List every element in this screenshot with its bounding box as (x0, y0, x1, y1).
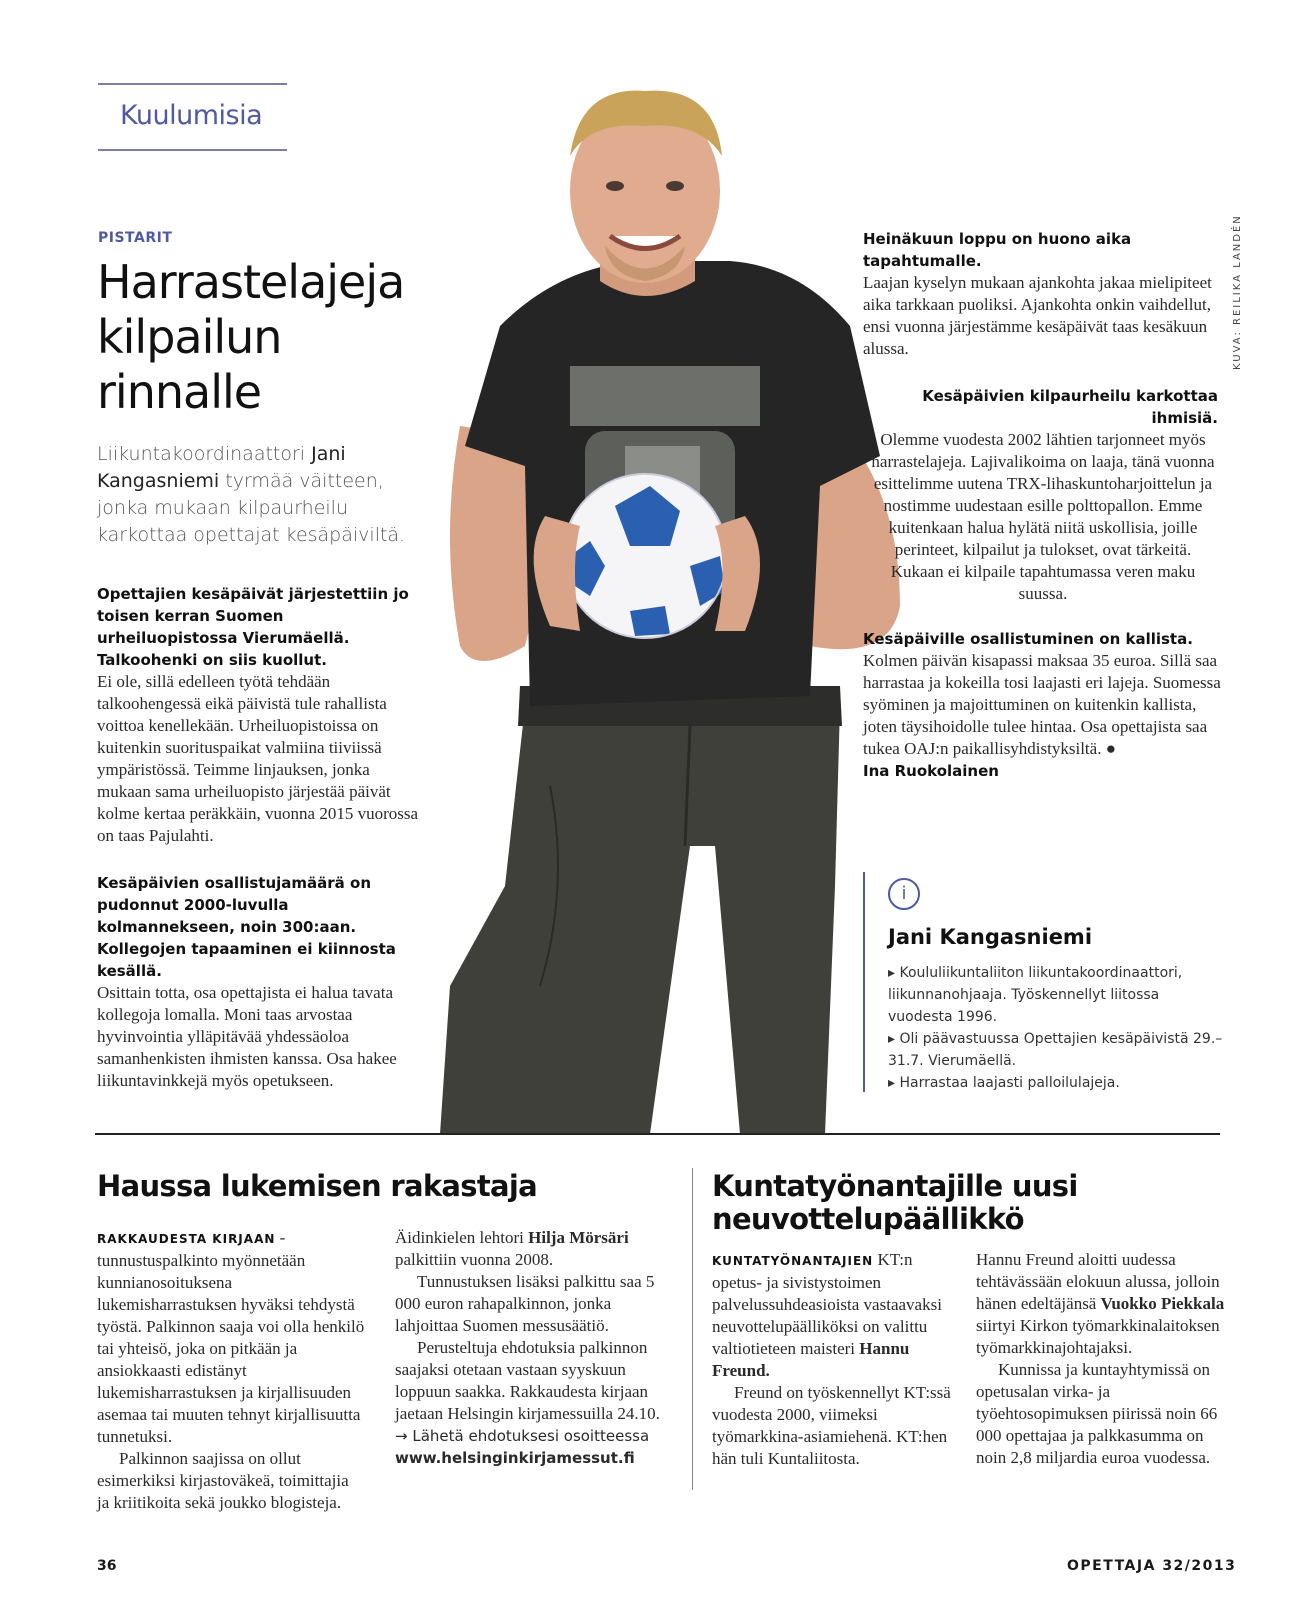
brief-link[interactable]: www.helsinginkirjamessut.fi (395, 1449, 635, 1467)
info-box-item: ▸ Koululiikuntaliiton liikuntakoordinaattori, liikunnanohjaaja. Työskennellyt liitossa vuodesta 1996. (888, 965, 1183, 1025)
brief-column (976, 1249, 1226, 1469)
end-mark: ● (1105, 739, 1116, 758)
section-divider (95, 1133, 1220, 1135)
question: Opettajien kesäpäivät järjestettiin jo toisen kerran Suomen urheiluopistossa Vierumäellä. Talkoohenki on siis kuollut. (97, 585, 409, 669)
brief-paragraph: Palkinnon saajissa on ollut esimerkiksi kirjastoväkeä, toimittajia ja kriitikoita sekä joukko blogisteja. (97, 1449, 349, 1512)
qa-item (868, 385, 1218, 605)
article-headline (97, 255, 457, 420)
brief-text: palkittiin vuonna 2008. (395, 1250, 554, 1269)
article-author: Ina Ruokolainen (863, 762, 999, 780)
magazine-issue: OPETTAJA 32/2013 (1067, 1558, 1237, 1574)
qa-item (863, 628, 1223, 782)
photo-credit: KUVA: REILIKA LANDÉN (1232, 214, 1243, 370)
info-box-item: ▸ Oli päävastuussa Opettajien kesäpäivistä 29.–31.7. Vierumäellä. (888, 1031, 1223, 1069)
brief-name: Vuokko Piekkala (1100, 1294, 1225, 1313)
qa-item (863, 228, 1223, 360)
brief-text: -tunnustuspalkinto myönnetään kunnianosoituksena lukemisharrastuksen hyväksi tehdystä työstä. Palkinnon saaja voi olla henkilö tai yhteisö, joka on pitkään ja ansiokkaasti edistänyt lukemisharrastuksen ja kirjallisuuden asemaa tai muuten tehnyt kirjallisuutta tunnetuksi. (97, 1228, 365, 1446)
brief-column (97, 1227, 365, 1514)
headline-line: Harrastelajeja (97, 255, 405, 309)
info-box-list (888, 962, 1228, 1094)
brief-kicker: KUNTATYÖNANTAJIEN (712, 1254, 874, 1268)
brief-text: KT:n opetus- ja sivistystoimen palvelussuhdeasioista vastaavaksi neuvottelupäälliköksi on valittu valtiotieteen maisteri (712, 1250, 942, 1358)
lead-name: Jani Kangasniemi (97, 443, 346, 492)
question: Kesäpäivien osallistujamäärä on pudonnut 2000-luvulla kolmannekseen, noin 300:aan. Kollegojen tapaaminen ei kiinnosta kesällä. (97, 874, 396, 980)
article-lead (97, 441, 427, 549)
lead-text: Liikuntakoordinaattori (97, 443, 312, 465)
answer: Olemme vuodesta 2002 lähtien tarjonneet myös harrastelajeja. Lajivalikoima on laaja, tänä vuonna esittelimme uutena TRX-lihaskuntoharjoittelun ja nostimme uudestaan esille polttopallon. Emme kuitenkaan halua hylätä niitä uskollisia, joille perinteet, kilpailut ja tulokset, ovat tärkeitä. Kukaan ei kilpaile tapahtumassa veren maku suussa. (871, 430, 1215, 603)
answer: Osittain totta, osa opettajista ei halua tavata kollegoja lomalla. Moni taas arvostaa hyvinvointia ylläpitävää yhdessäoloa samanhenkisten ihmisten kanssa. Osa hakee liikuntavinkkejä myös opetukseen. (97, 983, 397, 1090)
brief-cta: → Lähetä ehdotuksesi osoitteessa (395, 1427, 650, 1445)
brief-name: Hannu Freund. (712, 1339, 910, 1380)
info-box-item: ▸ Harrastaa laajasti palloilulajeja. (888, 1075, 1120, 1091)
brief-paragraph (395, 1227, 667, 1271)
brief-paragraph (976, 1249, 1226, 1359)
info-box-name: Jani Kangasniemi (888, 925, 1093, 949)
question: Kesäpäiville osallistuminen on kallista. (863, 630, 1193, 648)
brief-paragraph: Perusteltuja ehdotuksia palkinnon saajaksi otetaan vastaan syyskuun loppuun saakka. Rakkaudesta kirjaan jaetaan Helsingin kirjamessuilla 24.10. (395, 1338, 660, 1423)
section-rule-top (98, 83, 287, 85)
answer: Laajan kyselyn mukaan ajankohta jakaa mielipiteet aika tarkkaan puoliksi. Ajankohta onkin vaihdellut, ensi vuonna järjestämme kesäpäivät taas kesäkuun alussa. (863, 273, 1212, 358)
brief-column (712, 1249, 955, 1470)
brief-paragraph: Tunnustuksen lisäksi palkittu saa 5 000 euron rahapalkinnon, jonka lahjoittaa Suomen messusäätiö. (395, 1272, 655, 1335)
question: Heinäkuun loppu on huono aika tapahtumalle. (863, 230, 1132, 270)
brief-name: Hilja Mörsäri (528, 1228, 629, 1247)
lead-text: tyrmää väitteen, jonka mukaan kilpaurheilu karkottaa opettajat kesäpäiviltä. (97, 470, 406, 546)
qa-item (97, 872, 412, 1092)
brief-paragraph (712, 1249, 955, 1382)
headline-line: rinnalle (97, 365, 262, 419)
portrait-photo (430, 86, 930, 1134)
brief-paragraph: Kunnissa ja kuntayhtymissä on opetusalan virka- ja työehtosopimuksen piirissä noin 66 000 opettajaa ja palkkasumma on noin 2,8 miljardia euroa vuodessa. (976, 1360, 1218, 1467)
brief-paragraph: Freund on työskennellyt KT:ssä vuodesta 2000, viimeksi työmarkkina-asiamiehenä. KT:hen hän tuli Kuntaliitosta. (712, 1383, 951, 1468)
brief-title: Kuntatyönantajille uusi neuvottelupäällikkö (712, 1169, 1078, 1236)
section-rule-bottom (98, 149, 287, 151)
page-number: 36 (97, 1558, 117, 1574)
qa-item (97, 583, 427, 847)
info-icon: i (888, 878, 920, 910)
brief-kicker: RAKKAUDESTA KIRJAAN (97, 1232, 276, 1246)
article-kicker: PISTARIT (98, 230, 173, 246)
question: Kesäpäivien kilpaurheilu karkottaa ihmisiä. (922, 387, 1218, 427)
answer (863, 650, 1223, 760)
info-box-bar (863, 872, 865, 1092)
brief-title: Haussa lukemisen rakastaja (97, 1169, 537, 1203)
brief-text: Hannu Freund aloitti uudessa tehtävässään elokuun alussa, jolloin hänen edeltäjänsä (976, 1250, 1220, 1313)
brief-text: siirtyi Kirkon työmarkkinalaitoksen työmarkkinajohtajaksi. (976, 1316, 1220, 1357)
answer-text: Kolmen päivän kisapassi maksaa 35 euroa. Sillä saa harrastaa ja kokeilla tosi laajasti eri lajeja. Suomessa syöminen ja majoittuminen on kuitenkin kallista, joten täysihoidolle tulee hintaa. Osa opettajista saa tukea OAJ:n paikallisyhdistyksiltä. (863, 651, 1221, 758)
answer: Ei ole, sillä edelleen työtä tehdään talkoohengessä eikä päivistä tule rahallista voittoa kenellekään. Urheiluopistoissa on kuitenkin suorituspaikat valmiina tiiviissä ympäristössä. Teimme linjauksen, jonka mukaan sama urheiluopisto järjestää päivät kolme kertaa peräkkäin, vuonna 2015 vuorossa on taas Pajulahti. (97, 672, 419, 845)
headline-line: kilpailun (97, 310, 282, 364)
brief-paragraph (97, 1227, 365, 1448)
brief-column (395, 1227, 667, 1469)
section-label: Kuulumisia (120, 100, 263, 131)
column-divider (692, 1168, 693, 1490)
brief-text: Äidinkielen lehtori (395, 1228, 529, 1247)
